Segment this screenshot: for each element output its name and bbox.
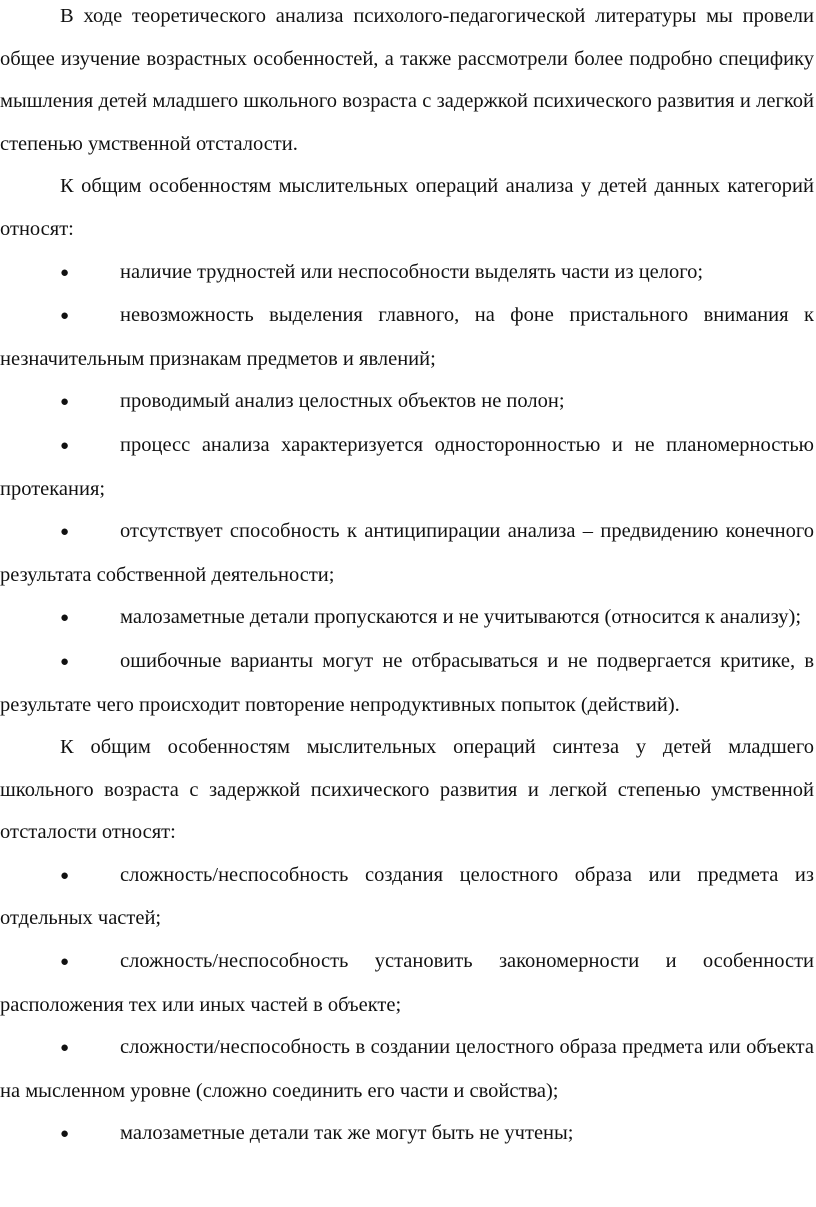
list-item xyxy=(0,640,814,726)
list-item xyxy=(0,1026,814,1112)
list-item-text: малозаметные детали пропускаются и не учитываются (относится к анализу); xyxy=(120,606,802,629)
intro-paragraph: В ходе теоретического анализа психолого-педагогической литературы мы провели общее изучение возрастных особенностей, а также рассмотрели более подробно специфику мышления детей младшего школьного возраста с задержкой психического развития и легкой степенью умственной отсталости. xyxy=(0,5,814,155)
bullet-icon: ● xyxy=(60,394,70,411)
bullet-icon: ● xyxy=(60,264,70,281)
list-item xyxy=(0,380,814,424)
bullet-icon: ● xyxy=(60,610,70,627)
list-item-text: ошибочные варианты могут не отбрасываться и не подвергается критике, в результате чего происходит повторение непродуктивных попыток (действий). xyxy=(0,649,814,716)
bullet-icon: ● xyxy=(60,1126,70,1143)
list-item xyxy=(0,294,814,380)
bullet-icon: ● xyxy=(60,308,70,325)
bullet-icon: ● xyxy=(60,437,70,454)
synthesis-heading: К общим особенностям мыслительных операций синтеза у детей младшего школьного возраста с задержкой психического развития и легкой степенью умственной отсталости относят: xyxy=(0,736,814,844)
list-item xyxy=(0,940,814,1026)
synthesis-list xyxy=(0,854,814,1156)
list-item xyxy=(0,1112,814,1156)
list-item-text: сложность/неспособность установить закономерности и особенности расположения тех или иных частей в объекте; xyxy=(0,950,814,1016)
list-item-text: малозаметные детали так же могут быть не учтены; xyxy=(120,1122,574,1145)
bullet-icon: ● xyxy=(60,524,70,541)
list-item xyxy=(0,424,814,510)
list-item-text: сложности/неспособность в создании целостного образа предмета или объекта на мысленном уровне (сложно соединить его части и свойства); xyxy=(0,1036,814,1102)
list-item xyxy=(0,510,814,596)
bullet-icon: ● xyxy=(60,1040,70,1057)
analysis-heading: К общим особенностям мыслительных операций анализа у детей данных категорий относят: xyxy=(0,175,814,240)
list-item-text: проводимый анализ целостных объектов не полон; xyxy=(120,390,565,413)
list-item-text: сложность/неспособность создания целостного образа или предмета из отдельных частей; xyxy=(0,863,814,930)
list-item-text: невозможность выделения главного, на фоне пристального внимания к незначительным признакам предметов и явлений; xyxy=(0,304,814,370)
bullet-icon: ● xyxy=(60,954,70,971)
list-item-text: наличие трудностей или неспособности выделять части из целого; xyxy=(120,260,704,283)
list-item-text: процесс анализа характеризуется односторонностью и не планомерностью протекания; xyxy=(0,433,814,500)
bullet-icon: ● xyxy=(60,867,70,884)
list-item xyxy=(0,596,814,640)
list-item xyxy=(0,854,814,940)
list-item xyxy=(0,251,814,295)
analysis-list xyxy=(0,251,814,727)
bullet-icon: ● xyxy=(60,653,70,670)
list-item-text: отсутствует способность к антиципирации анализа – предвидению конечного результата собственной деятельности; xyxy=(0,520,814,586)
